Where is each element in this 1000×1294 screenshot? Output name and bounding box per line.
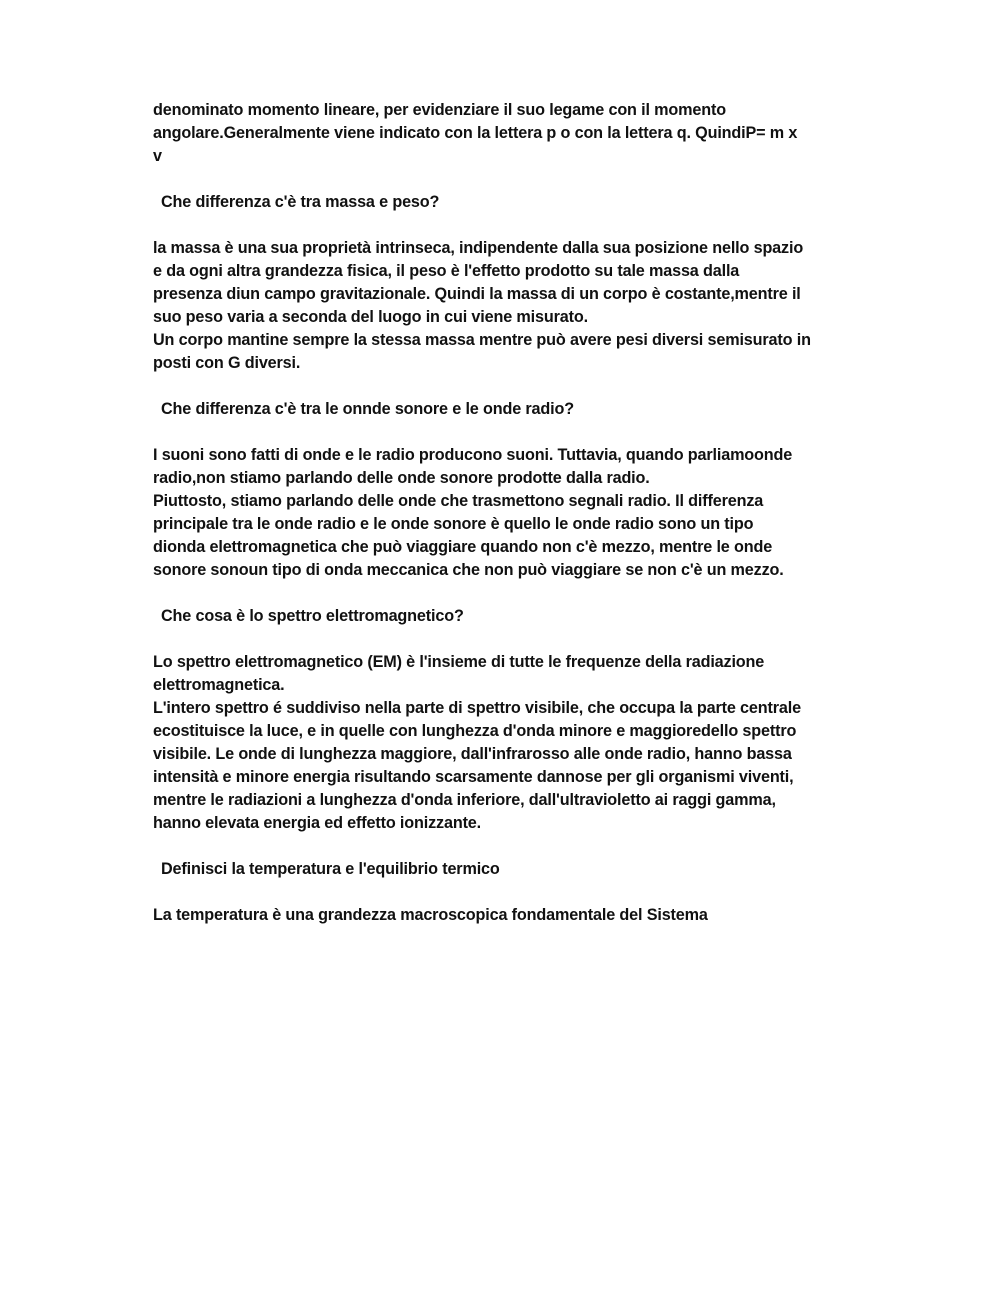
document-page	[153, 99, 833, 927]
question-heading: Che differenza c'è tra le onnde sonore e le onde radio?	[161, 400, 574, 418]
text-line: Lo spettro elettromagnetico (EM) è l'insieme di tutte le frequenze della radiazione	[153, 653, 765, 671]
text-line: la massa è una sua proprietà intrinseca, indipendente dalla sua posizione nello spazio	[153, 239, 804, 257]
text-line: Un corpo mantine sempre la stessa massa mentre può avere pesi diversi semisurato in	[153, 331, 811, 349]
blank-line	[153, 628, 833, 651]
blank-line	[153, 421, 833, 444]
answer-paragraph	[153, 904, 833, 927]
question-heading: Che differenza c'è tra massa e peso?	[161, 193, 440, 211]
text-line: mentre le radiazioni a lunghezza d'onda inferiore, dall'ultravioletto ai raggi gamma,	[153, 791, 776, 809]
blank-line	[153, 375, 833, 398]
blank-line	[153, 168, 833, 191]
text-line: radio,non stiamo parlando delle onde sonore prodotte dalla radio.	[153, 469, 650, 487]
text-line: elettromagnetica.	[153, 676, 285, 694]
text-line: Piuttosto, stiamo parlando delle onde che trasmettono segnali radio. Il differenza	[153, 492, 764, 510]
text-line: suo peso varia a seconda del luogo in cui viene misurato.	[153, 308, 588, 326]
answer-paragraph	[153, 444, 833, 582]
blank-line	[153, 582, 833, 605]
text-line: sonore sonoun tipo di onda meccanica che non può viaggiare se non c'è un mezzo.	[153, 561, 784, 579]
text-line: v	[153, 147, 162, 165]
question-heading: Definisci la temperatura e l'equilibrio termico	[161, 860, 500, 878]
intro-paragraph	[153, 99, 833, 168]
text-line: intensità e minore energia risultando scarsamente dannose per gli organismi viventi,	[153, 768, 794, 786]
text-line: angolare.Generalmente viene indicato con la lettera p o con la lettera q. QuindiP= m x	[153, 124, 798, 142]
text-line: principale tra le onde radio e le onde sonore è quello le onde radio sono un tipo	[153, 515, 754, 533]
text-line: denominato momento lineare, per evidenziare il suo legame con il momento	[153, 101, 726, 119]
text-line: ecostituisce la luce, e in quelle con lunghezza d'onda minore e maggioredello spettro	[153, 722, 797, 740]
blank-line	[153, 881, 833, 904]
text-line: La temperatura è una grandezza macroscopica fondamentale del Sistema	[153, 906, 708, 924]
text-line: L'intero spettro é suddiviso nella parte di spettro visibile, che occupa la parte centrale	[153, 699, 801, 717]
blank-line	[153, 214, 833, 237]
answer-paragraph	[153, 651, 833, 835]
answer-paragraph	[153, 237, 833, 375]
question-heading: Che cosa è lo spettro elettromagnetico?	[161, 607, 464, 625]
text-line: presenza diun campo gravitazionale. Quindi la massa di un corpo è costante,mentre il	[153, 285, 801, 303]
text-line: visibile. Le onde di lunghezza maggiore, dall'infrarosso alle onde radio, hanno bassa	[153, 745, 792, 763]
text-line: posti con G diversi.	[153, 354, 301, 372]
text-line: I suoni sono fatti di onde e le radio producono suoni. Tuttavia, quando parliamoonde	[153, 446, 793, 464]
text-line: e da ogni altra grandezza fisica, il peso è l'effetto prodotto su tale massa dalla	[153, 262, 740, 280]
blank-line	[153, 835, 833, 858]
text-line: dionda elettromagnetica che può viaggiare quando non c'è mezzo, mentre le onde	[153, 538, 773, 556]
text-line: hanno elevata energia ed effetto ionizzante.	[153, 814, 482, 832]
